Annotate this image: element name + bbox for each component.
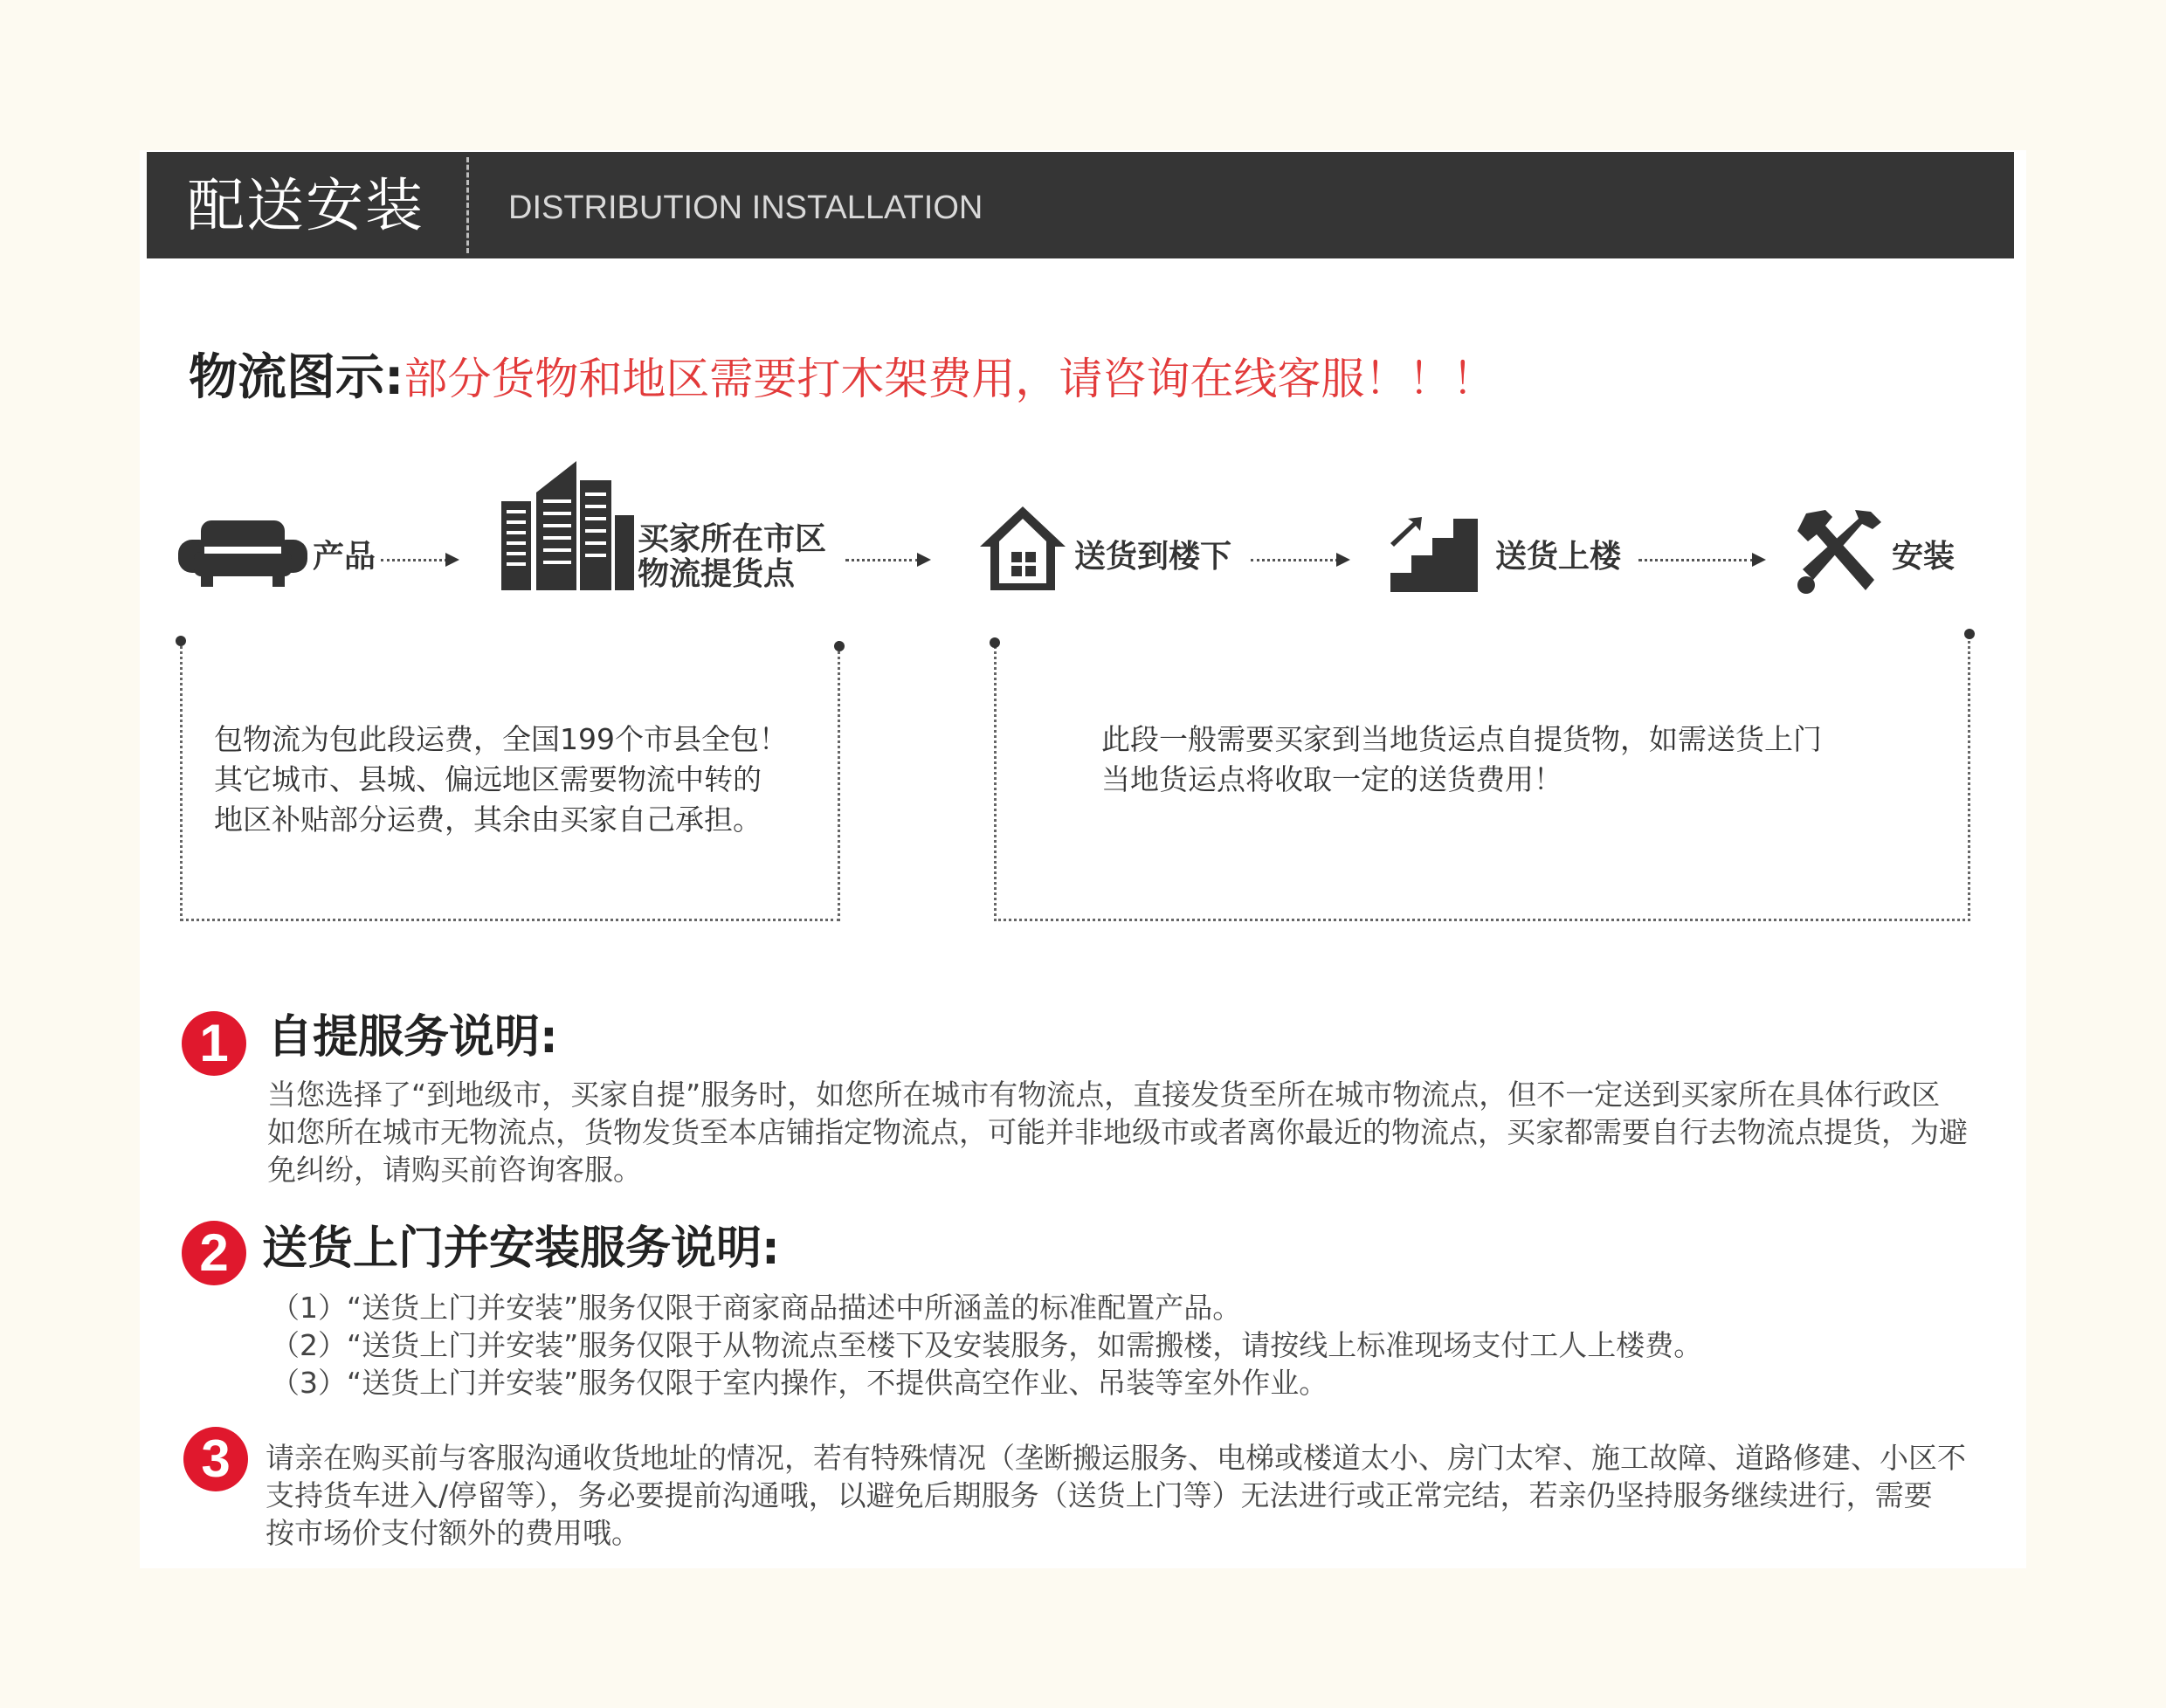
section-body-line: 免纠纷，请购买前咨询客服。 (267, 1153, 642, 1187)
box-corner-dot (834, 641, 845, 651)
header-title-cn: 配送安装 (187, 172, 424, 239)
section-body-line: 请亲在购买前与客服沟通收货地址的情况，若有特殊情况（垄断搬运服务、电梯或楼道太小、房门太窄、施工故障、道路修建、小区不 (266, 1441, 1966, 1475)
flow-arrow (845, 559, 919, 561)
sofa-icon (175, 517, 311, 592)
flow-step-downstairs-label: 送货到楼下 (1074, 539, 1232, 575)
section-body-line: 支持货车进入/停留等），务必要提前沟通哦，以避免后期服务（送货上门等）无法进行或正常完结，若亲仍坚持服务继续进行，需要 (266, 1478, 1933, 1512)
house-icon (976, 503, 1069, 594)
section-body-line: 按市场价支付额外的费用哦。 (266, 1516, 640, 1550)
flow-step-pickup-label-line1: 买家所在市区 (638, 521, 827, 557)
tools-icon (1787, 506, 1887, 597)
section-body-line: 如您所在城市无物流点，货物发货至本店铺指定物流点，可能并非地级市或者离你最近的物流点，买家都需要自行去物流点提货，为避 (267, 1115, 1968, 1149)
flow-step-upstairs-label: 送货上楼 (1495, 539, 1622, 575)
flow-step-install-label: 安装 (1892, 539, 1956, 575)
flow-arrow (1638, 559, 1754, 561)
flow-step-pickup-label-line2: 物流提货点 (638, 556, 796, 592)
section-body-line: （1）“送货上门并安装”服务仅限于商家商品描述中所涵盖的标准配置产品。 (271, 1291, 1242, 1325)
box-corner-dot (176, 636, 186, 646)
logistics-flow (0, 0, 2166, 611)
shipping-note-box-right (994, 641, 1970, 921)
header-title-en: DISTRIBUTION INSTALLATION (508, 189, 983, 226)
shipping-note-box-left (180, 641, 840, 921)
section-title-self-pickup: 自提服务说明: (267, 1011, 558, 1064)
section-body-line: 当您选择了“到地级市，买家自提”服务时，如您所在城市有物流点，直接发货至所在城市物流点，但不一定送到买家所在具体行政区 (267, 1078, 1941, 1112)
section-number-badge: 2 (182, 1221, 246, 1285)
box-corner-dot (1964, 629, 1975, 639)
box-text-line: 其它城市、县城、偏远地区需要物流中转的 (214, 762, 762, 796)
section-body-line: （2）“送货上门并安装”服务仅限于从物流点至楼下及安装服务，如需搬楼，请按线上标准现场支付工人上楼费。 (271, 1328, 1703, 1362)
buildings-icon (496, 458, 636, 590)
flow-step-product-label: 产品 (313, 539, 376, 575)
logistics-label: 物流图示: (189, 349, 404, 406)
flow-arrow (381, 559, 447, 561)
flow-arrow (1251, 559, 1338, 561)
logistics-notice: 部分货物和地区需要打木架费用，请咨询在线客服！！！ (404, 354, 1496, 404)
box-text-line: 地区补贴部分运费，其余由买家自己承担。 (214, 802, 762, 837)
section-body-line: （3）“送货上门并安装”服务仅限于室内操作，不提供高空作业、吊装等室外作业。 (271, 1366, 1328, 1400)
section-number-badge: 3 (183, 1427, 248, 1491)
box-text-line: 此段一般需要买家到当地货运点自提货物，如需送货上门 (1101, 722, 1822, 756)
box-text-line: 包物流为包此段运费，全国199个市县全包！ (214, 722, 788, 756)
box-corner-dot (990, 637, 1000, 648)
section-title-delivery-install: 送货上门并安装服务说明: (262, 1222, 780, 1275)
section-number-badge: 1 (182, 1011, 246, 1076)
box-text-line: 当地货运点将收取一定的送货费用！ (1101, 762, 1562, 796)
stairs-icon (1387, 515, 1481, 592)
